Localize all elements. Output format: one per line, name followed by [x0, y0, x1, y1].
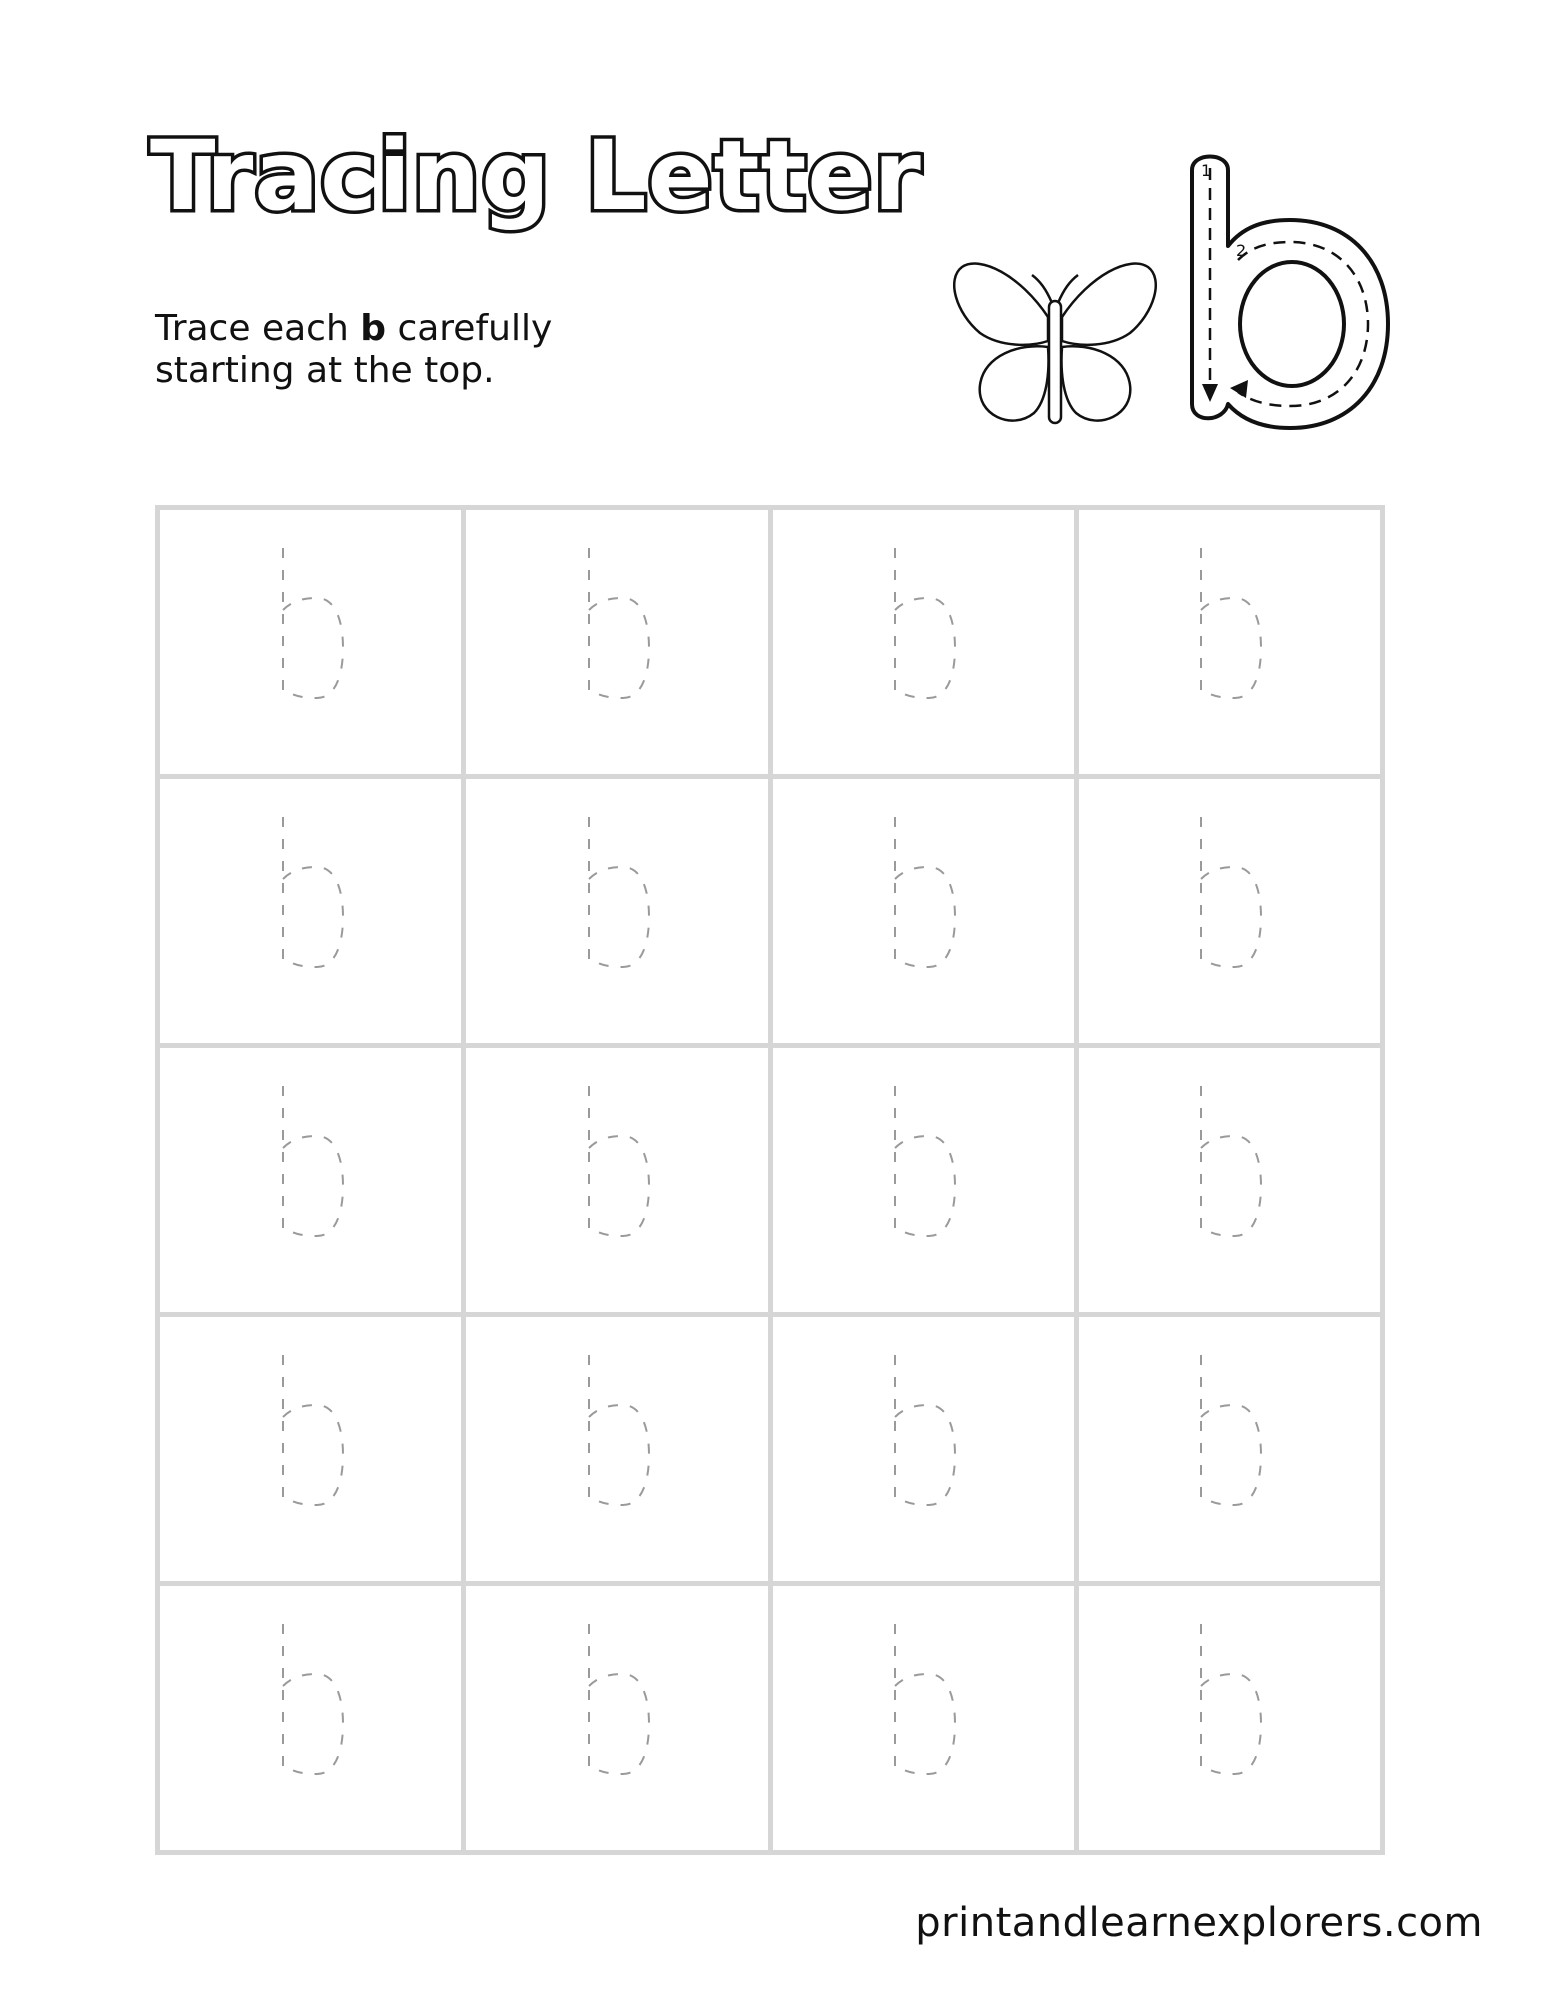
trace-cell[interactable] — [1079, 510, 1380, 774]
trace-cell[interactable] — [160, 510, 461, 774]
dotted-letter-b-icon — [271, 1616, 351, 1786]
dotted-letter-b-icon — [883, 1078, 963, 1248]
dotted-letter-b-icon — [1189, 809, 1269, 979]
dotted-letter-b-icon — [271, 1347, 351, 1517]
trace-cell[interactable] — [160, 1048, 461, 1312]
trace-cell[interactable] — [1079, 1048, 1380, 1312]
tracing-grid — [155, 505, 1385, 1855]
trace-cell[interactable] — [773, 779, 1074, 1043]
dotted-letter-b-icon — [1189, 540, 1269, 710]
trace-cell[interactable] — [466, 1048, 767, 1312]
trace-cell[interactable] — [466, 510, 767, 774]
dotted-letter-b-icon — [577, 809, 657, 979]
instructions-line-1: Trace each b carefully — [155, 308, 553, 349]
dotted-letter-b-icon — [271, 809, 351, 979]
dotted-letter-b-icon — [883, 1616, 963, 1786]
dotted-letter-b-icon — [577, 1347, 657, 1517]
trace-cell[interactable] — [466, 1586, 767, 1850]
trace-cell[interactable] — [1079, 1317, 1380, 1581]
instructions-line-2: starting at the top. — [155, 350, 495, 391]
trace-cell[interactable] — [160, 1586, 461, 1850]
dotted-letter-b-icon — [577, 540, 657, 710]
trace-cell[interactable] — [773, 1317, 1074, 1581]
dotted-letter-b-icon — [1189, 1078, 1269, 1248]
trace-cell[interactable] — [160, 1317, 461, 1581]
dotted-letter-b-icon — [577, 1078, 657, 1248]
model-letter-b-icon — [1180, 148, 1400, 438]
instructions-letter: b — [360, 308, 386, 349]
dotted-letter-b-icon — [577, 1616, 657, 1786]
dotted-letter-b-icon — [1189, 1616, 1269, 1786]
instructions — [155, 308, 552, 392]
trace-cell[interactable] — [466, 779, 767, 1043]
trace-cell[interactable] — [160, 779, 461, 1043]
dotted-letter-b-icon — [883, 809, 963, 979]
trace-cell[interactable] — [466, 1317, 767, 1581]
stroke-number-2: 2 — [1236, 241, 1247, 260]
worksheet-title: Tracing Letter — [150, 120, 922, 232]
butterfly-icon — [950, 255, 1160, 435]
dotted-letter-b-icon — [883, 1347, 963, 1517]
dotted-letter-b-icon — [271, 540, 351, 710]
trace-cell[interactable] — [773, 1048, 1074, 1312]
trace-cell[interactable] — [773, 510, 1074, 774]
trace-cell[interactable] — [1079, 1586, 1380, 1850]
dotted-letter-b-icon — [883, 540, 963, 710]
stroke-number-1: 1 — [1201, 161, 1212, 180]
trace-cell[interactable] — [773, 1586, 1074, 1850]
trace-cell[interactable] — [1079, 779, 1380, 1043]
dotted-letter-b-icon — [271, 1078, 351, 1248]
dotted-letter-b-icon — [1189, 1347, 1269, 1517]
footer-website: printandlearnexplorers.com — [915, 1900, 1483, 1946]
